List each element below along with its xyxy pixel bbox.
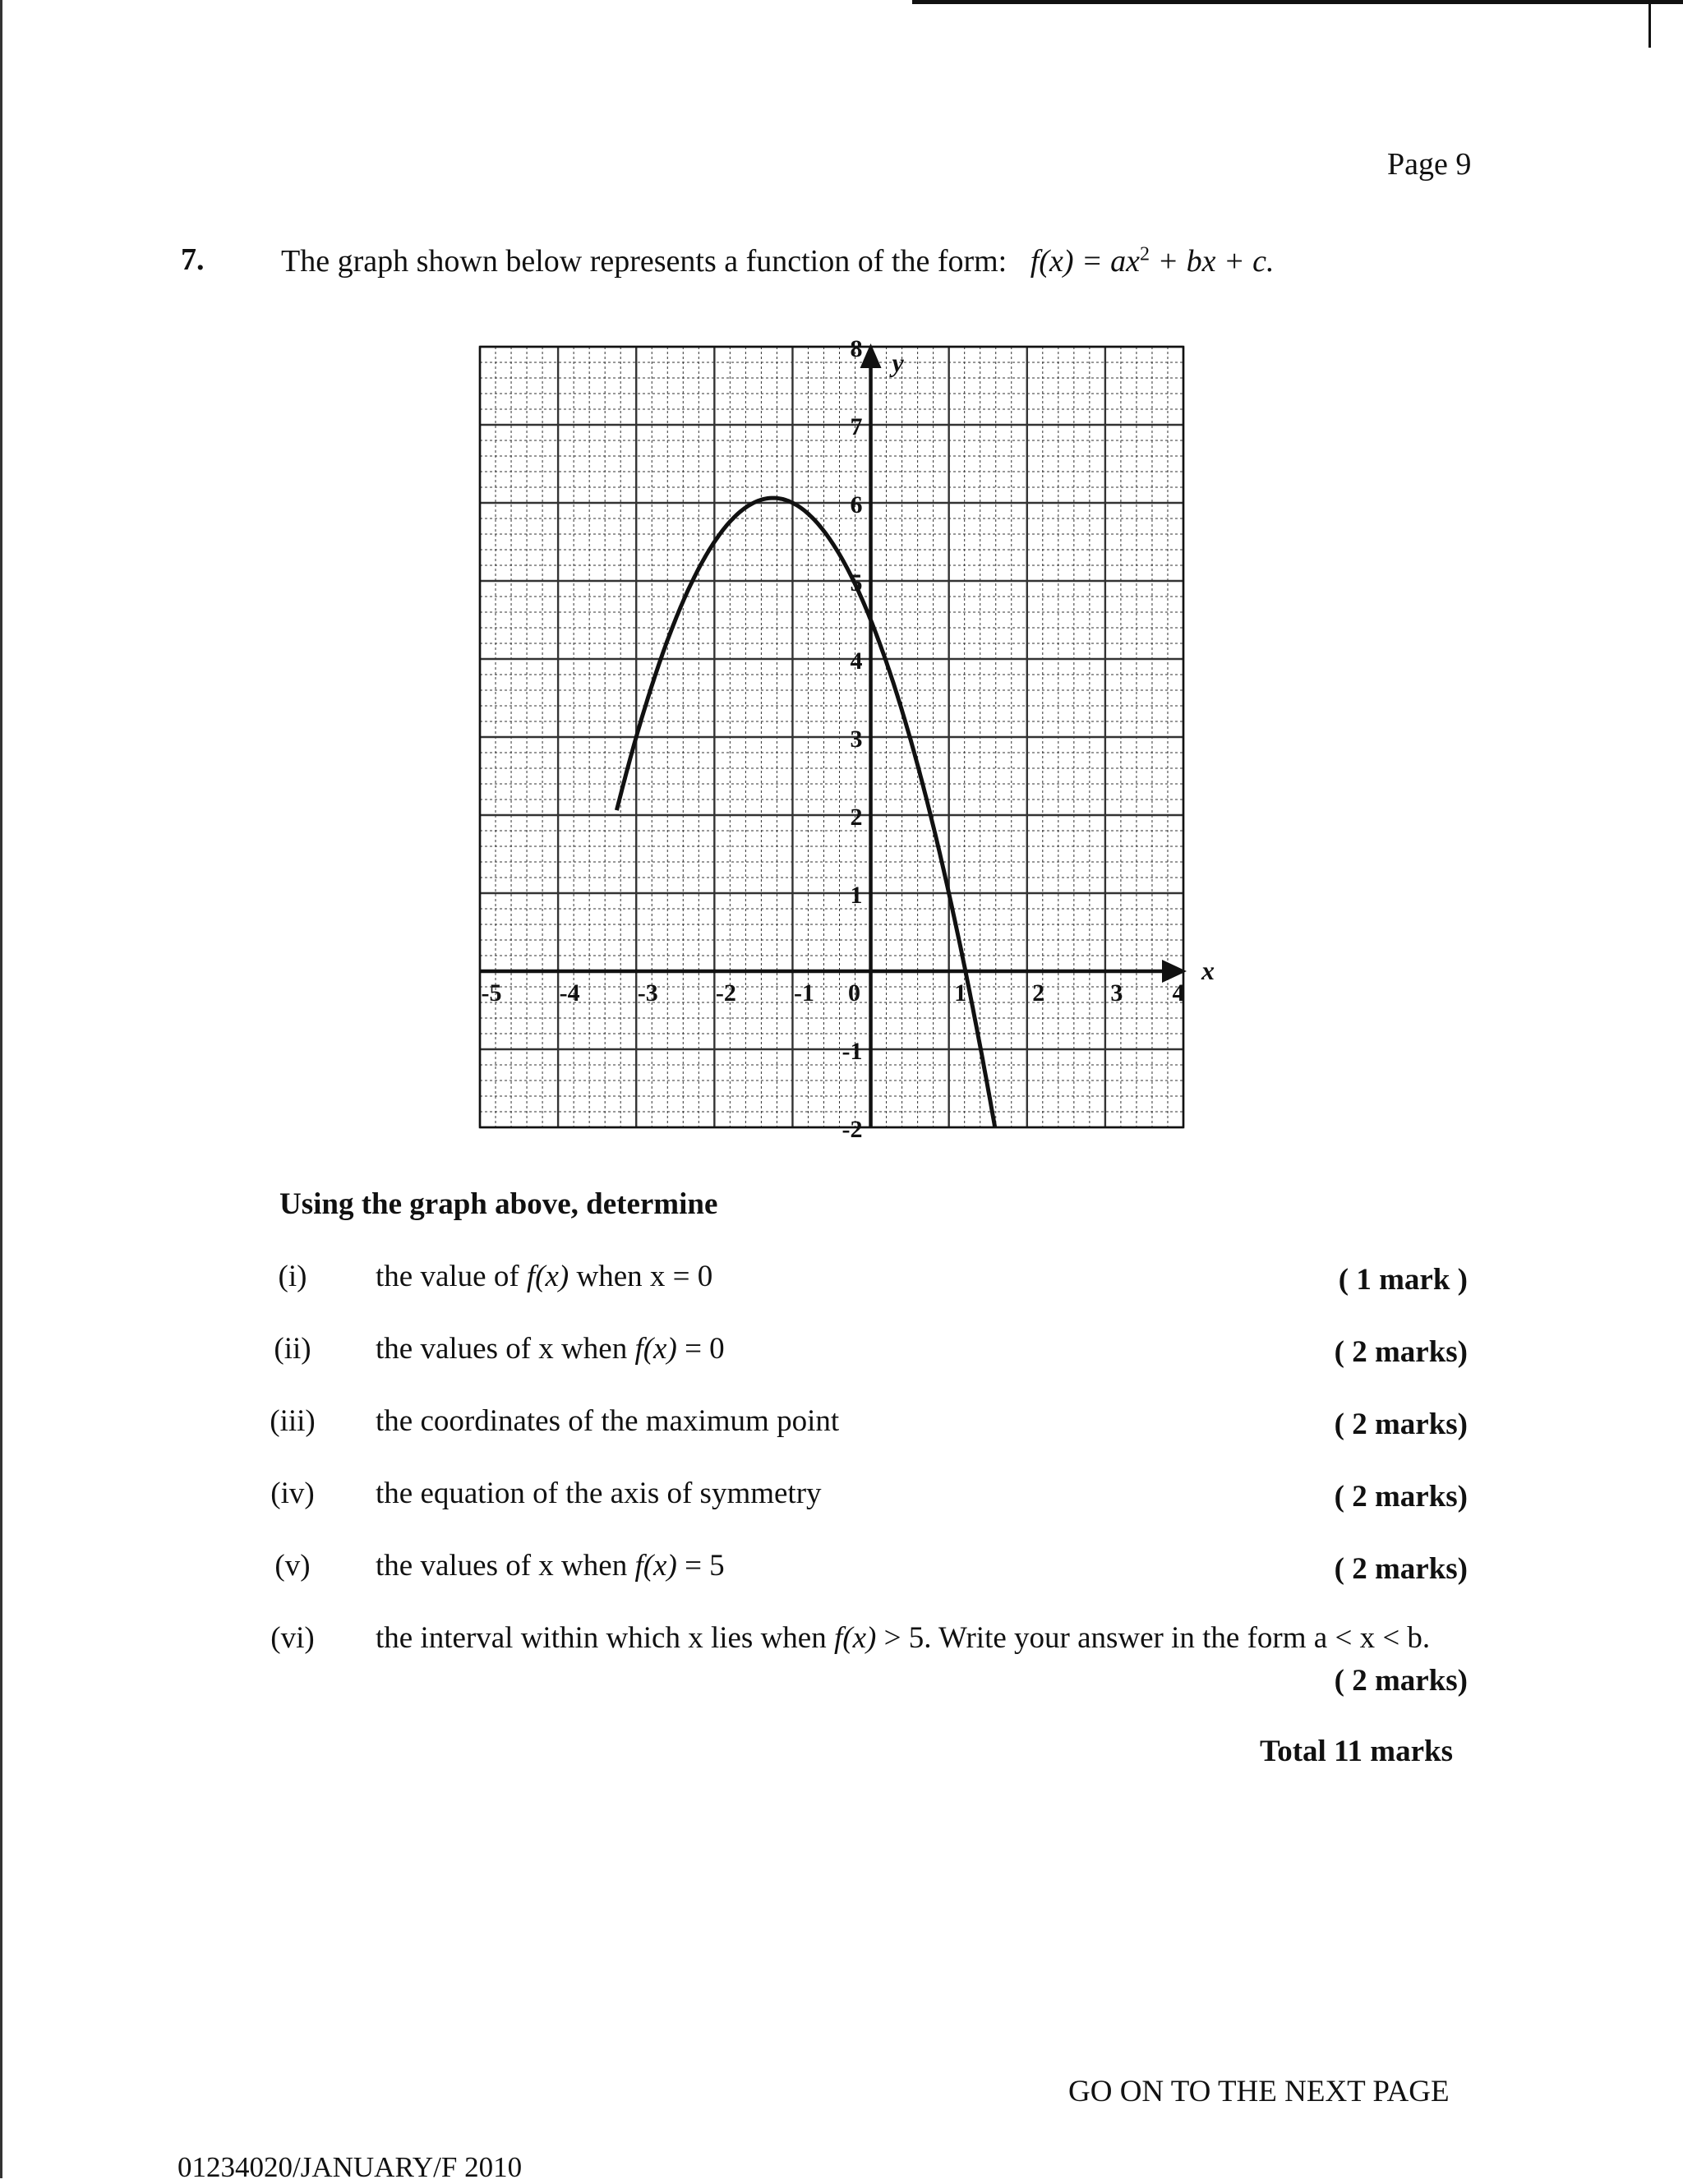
y-tick-label: -2 (842, 1116, 863, 1137)
part-text-post: when x = 0 (569, 1260, 713, 1293)
part-text-fx: f(x) (634, 1549, 677, 1583)
paper-code: 01234020/JANUARY/F 2010 (178, 2151, 523, 2183)
x-tick-label: -3 (637, 979, 658, 1007)
part-text-pre: the values of x when (376, 1332, 635, 1366)
part-text (376, 1620, 1430, 1656)
part-marks: ( 2 marks) (1334, 1335, 1468, 1369)
part-marks: ( 2 marks) (1334, 1480, 1468, 1514)
part-text-post: = 0 (676, 1332, 725, 1366)
x-tick-label: -2 (715, 979, 736, 1007)
go-on-next-page: GO ON TO THE NEXT PAGE (1068, 2075, 1450, 2108)
x-tick-label: -4 (559, 979, 580, 1007)
function-eq: = ax (1073, 244, 1140, 279)
part-marks: ( 2 marks) (1334, 1408, 1468, 1441)
y-tick-label: 8 (850, 335, 863, 362)
part-text-post: > 5. Write your answer in the form a < x < b. (876, 1621, 1431, 1655)
part-text (376, 1331, 725, 1366)
part-text-fx: f(x) (526, 1260, 569, 1293)
part-marks: ( 1 mark ) (1338, 1263, 1468, 1297)
x-tick-label: 1 (954, 979, 967, 1007)
part-text (376, 1476, 822, 1511)
part-label: (ii) (274, 1332, 311, 1366)
part-text-pre: the coordinates of the maximum point (376, 1404, 840, 1438)
corner-mark (1648, 0, 1651, 48)
part-text (376, 1259, 712, 1294)
parabola-graph (460, 332, 1216, 1137)
y-axis-label: y (892, 348, 904, 377)
question-number: 7. (181, 242, 205, 277)
y-tick-label: 4 (850, 647, 863, 675)
y-tick-label: 5 (850, 569, 863, 597)
function-lhs: f(x) (1030, 244, 1074, 279)
x-tick-label: 3 (1110, 979, 1123, 1007)
part-text-pre: the values of x when (376, 1549, 635, 1583)
x-tick-label: -5 (481, 979, 502, 1007)
stem-text: The graph shown below represents a function of the form: (281, 244, 1007, 279)
part-label: (v) (274, 1549, 311, 1583)
x-tick-label: 4 (1172, 979, 1185, 1007)
x-tick-label: 0 (848, 979, 861, 1007)
part-text-fx: f(x) (833, 1621, 877, 1655)
total-marks: Total 11 marks (1259, 1735, 1453, 1768)
part-text (376, 1403, 839, 1439)
part-marks: ( 2 marks) (1334, 1664, 1468, 1698)
y-tick-label: 6 (850, 491, 863, 518)
parabola-curve (616, 498, 1003, 1137)
question-stem (281, 243, 1275, 279)
part-label: (iii) (270, 1404, 316, 1438)
part-text-fx: f(x) (634, 1332, 677, 1366)
y-tick-label: 7 (850, 413, 863, 440)
function-rest: + bx + c. (1150, 244, 1275, 279)
y-tick-label: -1 (842, 1038, 863, 1065)
part-label: (iv) (270, 1477, 315, 1510)
part-label: (i) (278, 1260, 307, 1293)
scan-edge (0, 0, 2, 2178)
part-label: (vi) (270, 1621, 315, 1655)
x-tick-label: -1 (793, 979, 814, 1007)
function-exponent: 2 (1140, 243, 1150, 265)
top-rule (912, 0, 1683, 4)
part-text-pre: the value of (376, 1260, 527, 1293)
part-text-pre: the equation of the axis of symmetry (376, 1477, 822, 1510)
x-tick-label: 2 (1032, 979, 1045, 1007)
instruction: Using the graph above, determine (279, 1187, 718, 1221)
y-tick-label: 3 (850, 726, 863, 753)
part-marks: ( 2 marks) (1334, 1552, 1468, 1586)
page-number: Page 9 (1387, 147, 1472, 182)
part-text-pre: the interval within which x lies when (376, 1621, 834, 1655)
y-tick-label: 1 (850, 882, 863, 909)
part-text (376, 1548, 725, 1583)
x-axis-label: x (1201, 956, 1215, 985)
y-tick-label: 2 (850, 804, 863, 831)
part-text-post: = 5 (676, 1549, 725, 1583)
